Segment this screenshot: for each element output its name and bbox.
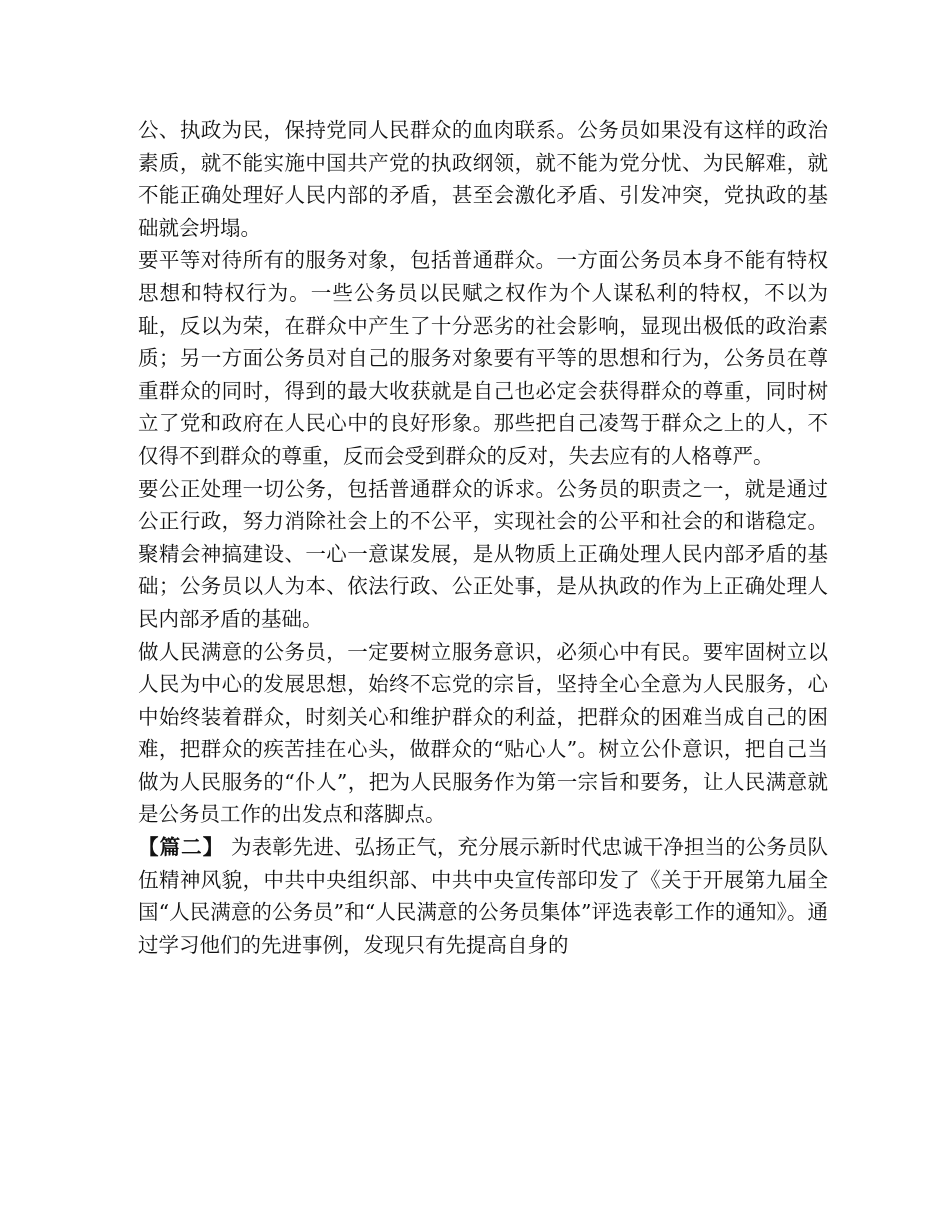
section-tag: 【篇二】 [138, 835, 225, 860]
paragraph-4-text: 做人民满意的公务员，一定要树立服务意识，必须心中有民。要牢固树立以人民为中心的发展思想，始终不忘党的宗旨，坚持全心全意为人民服务，心中始终装着群众，时刻关心和维护群众的利益，把群众的困难当成自己的困难，把群众的疾苦挂在心头，做群众的“贴心人”。树立公仆意识，把自己当做为人民服务的“仆人”，把为人民服务作为第一宗旨和要务，让人民满意就是公务员工作的出发点和落脚点。 [138, 639, 828, 827]
document-body [138, 114, 828, 961]
paragraph-2-text: 要平等对待所有的服务对象，包括普通群众。一方面公务员本身不能有特权思想和特权行为。一些公务员以民赋之权作为个人谋私利的特权，不以为耻，反以为荣，在群众中产生了十分恶劣的社会影响，显现出极低的政治素质；另一方面公务员对自己的服务对象要有平等的思想和行为，公务员在尊重群众的同时，得到的最大收获就是自己也必定会获得群众的尊重，同时树立了党和政府在人民心中的良好形象。那些把自己凌驾于群众之上的人，不仅得不到群众的尊重，反而会受到群众的反对，失去应有的人格尊严。 [138, 248, 828, 468]
paragraph-3 [138, 473, 828, 636]
paragraph-5-text: 为表彰先进、弘扬正气，充分展示新时代忠诚干净担当的公务员队伍精神风貌，中共中央组织部、中共中央宣传部印发了《关于开展第九届全国“人民满意的公务员”和“人民满意的公务员集体”评选表彰工作的通知》。通过学习他们的先进事例，发现只有先提高自身的 [138, 835, 829, 957]
paragraph-1-text: 公、执政为民，保持党同人民群众的血肉联系。公务员如果没有这样的政治素质，就不能实施中国共产党的执政纲领，就不能为党分忧、为民解难，就不能正确处理好人民内部的矛盾，甚至会激化矛盾、引发冲突，党执政的基础就会坍塌。 [138, 118, 828, 240]
paragraph-3-text: 要公正处理一切公务，包括普通群众的诉求。公务员的职责之一，就是通过公正行政，努力消除社会上的不公平，实现社会的公平和社会的和谐稳定。聚精会神搞建设、一心一意谋发展，是从物质上正确处理人民内部矛盾的基础；公务员以人为本、依法行政、公正处事，是从执政的作为上正确处理人民内部矛盾的基础。 [138, 476, 828, 631]
paragraph-4 [138, 636, 828, 832]
paragraph-5 [138, 831, 828, 961]
paragraph-1 [138, 114, 828, 244]
paragraph-2 [138, 244, 828, 472]
